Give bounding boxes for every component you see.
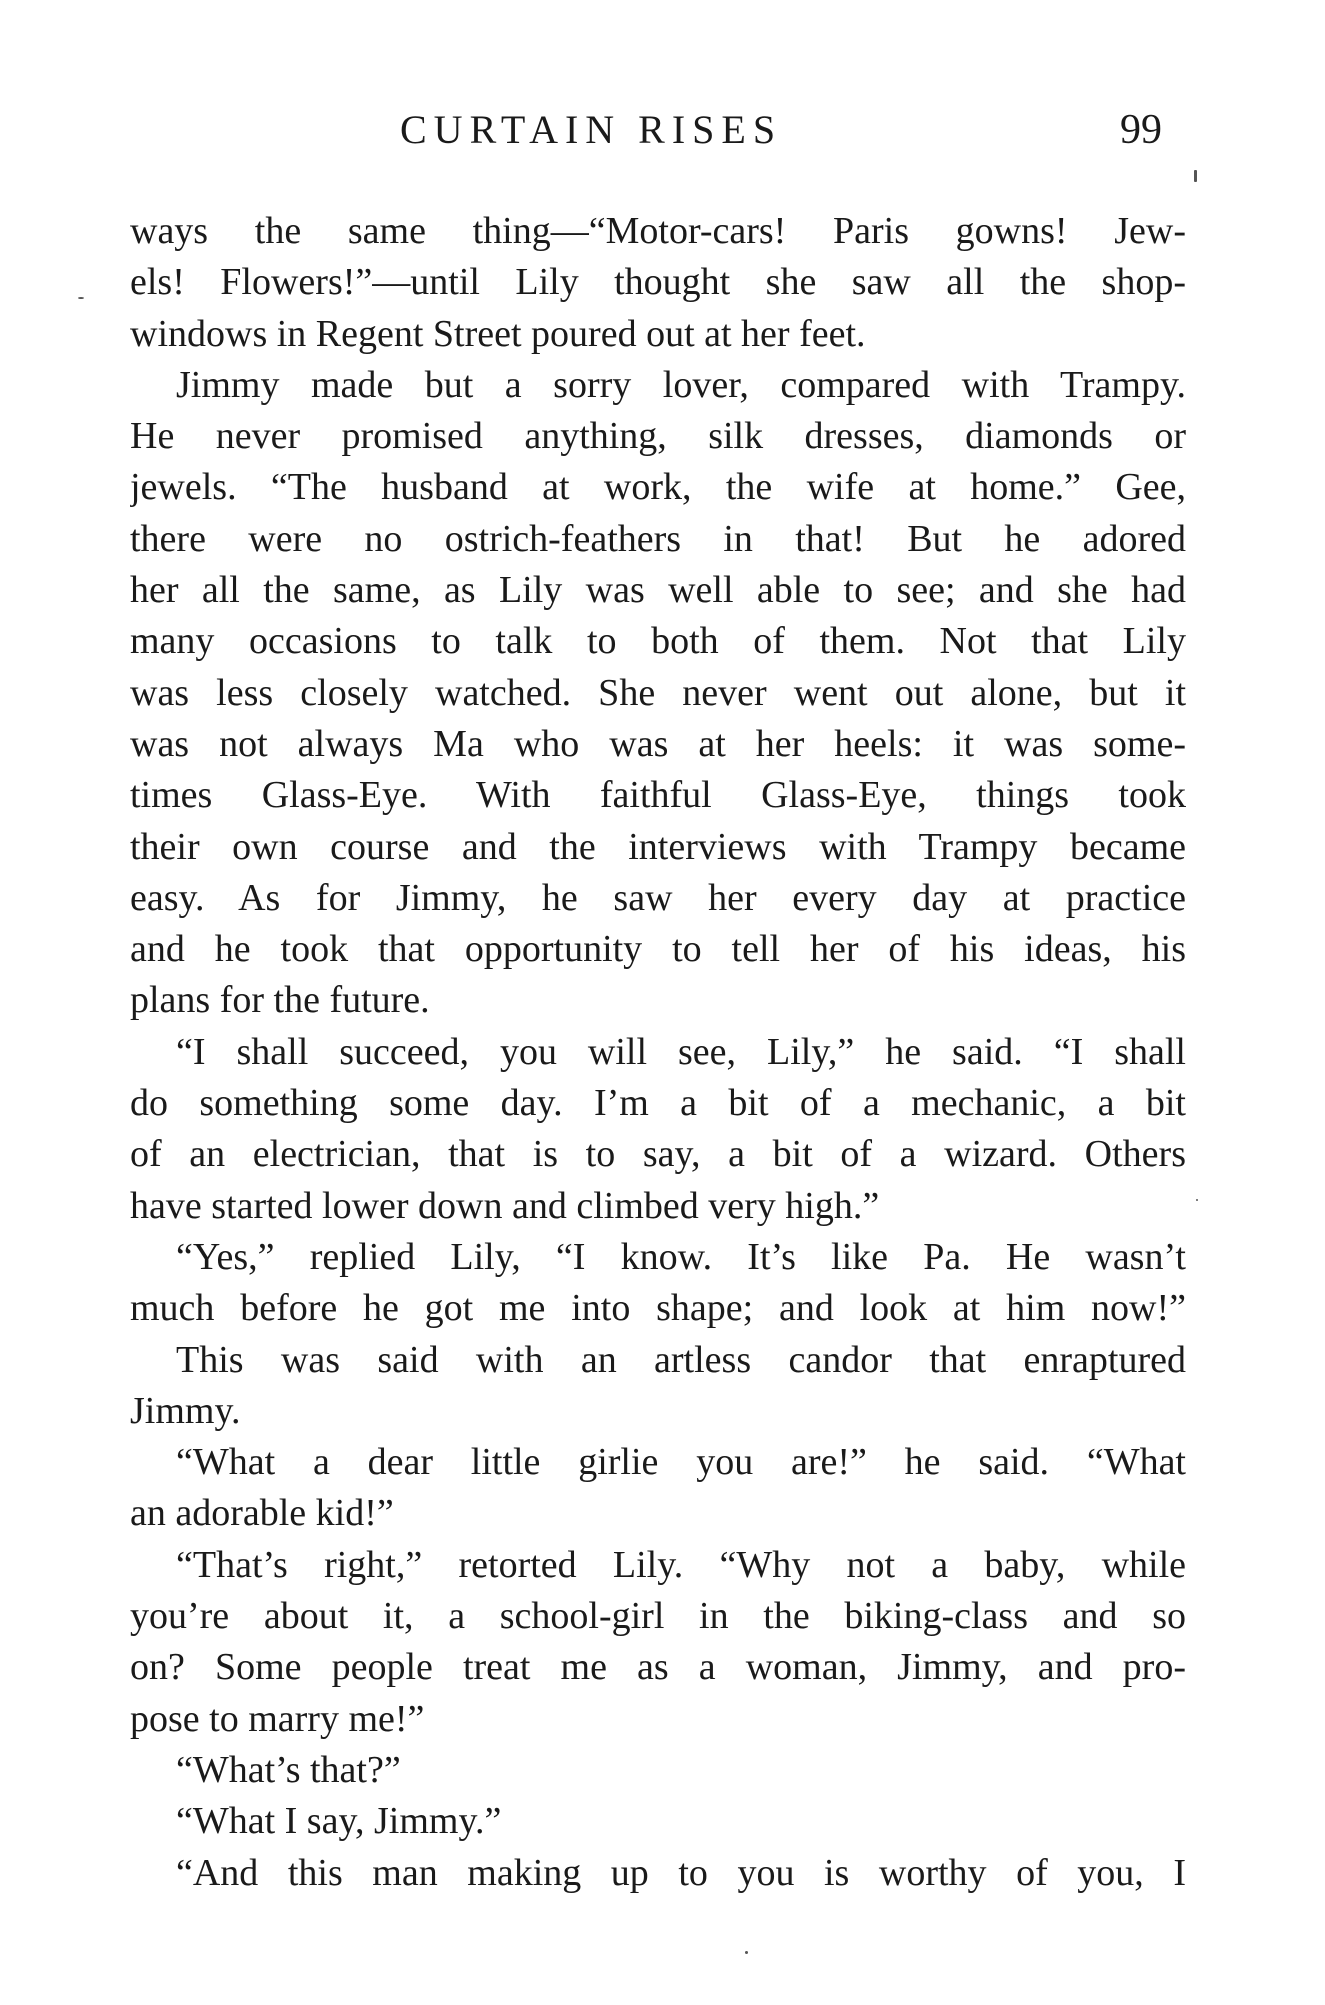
text-line: “What I say, Jimmy.”	[176, 1800, 502, 1843]
text-line: windows in Regent Street poured out at her feet.	[130, 312, 866, 355]
scan-speck	[745, 1951, 748, 1954]
text-line: Jimmy.	[130, 1389, 241, 1432]
text-line: of an electrician, that is to say, a bit of a wizard. Others	[130, 1133, 1186, 1176]
text-line: els! Flowers!”—until Lily thought she saw all the shop-	[130, 261, 1186, 304]
text-line: times Glass-Eye. With faithful Glass-Eye, things took	[130, 774, 1186, 817]
scan-speck	[1194, 170, 1197, 182]
text-line: was not always Ma who was at her heels: it was some-	[130, 722, 1186, 765]
scan-speck	[1196, 1199, 1198, 1201]
text-line: Jimmy made but a sorry lover, compared with Trampy.	[176, 363, 1186, 406]
text-line: “What a dear little girlie you are!” he said. “What	[176, 1441, 1186, 1484]
text-line: plans for the future.	[130, 979, 430, 1022]
text-line: “Yes,” replied Lily, “I know. It’s like Pa. He wasn’t	[176, 1235, 1186, 1278]
body-text	[130, 206, 1186, 1899]
text-line: easy. As for Jimmy, he saw her every day at practice	[130, 876, 1186, 919]
text-line: He never promised anything, silk dresses, diamonds or	[130, 415, 1186, 458]
page-number: 99	[1120, 107, 1162, 153]
running-head	[0, 100, 1325, 160]
text-line: ways the same thing—“Motor-cars! Paris gowns! Jew-	[130, 210, 1186, 252]
text-line: on? Some people treat me as a woman, Jimmy, and pro-	[130, 1646, 1186, 1689]
text-line: do something some day. I’m a bit of a mechanic, a bit	[130, 1082, 1186, 1125]
text-line: This was said with an artless candor that enraptured	[176, 1338, 1186, 1381]
text-line: and he took that opportunity to tell her of his ideas, his	[130, 928, 1186, 971]
text-line: many occasions to talk to both of them. Not that Lily	[130, 620, 1186, 663]
text-line: there were no ostrich-feathers in that! But he adored	[130, 517, 1186, 560]
text-line: her all the same, as Lily was well able to see; and she had	[130, 569, 1186, 612]
text-line: pose to marry me!”	[130, 1697, 425, 1740]
text-line: an adorable kid!”	[130, 1492, 394, 1535]
text-line: jewels. “The husband at work, the wife at home.” Gee,	[130, 466, 1186, 509]
text-line: their own course and the interviews with Trampy became	[130, 825, 1186, 868]
text-line: was less closely watched. She never went out alone, but it	[130, 671, 1186, 714]
text-line: “I shall succeed, you will see, Lily,” he said. “I shall	[176, 1030, 1186, 1073]
text-line: “What’s that?”	[176, 1748, 401, 1791]
scan-speck	[78, 297, 84, 299]
text-line: “That’s right,” retorted Lily. “Why not a baby, while	[176, 1543, 1186, 1586]
text-line: have started lower down and climbed very high.”	[130, 1184, 880, 1227]
text-line: “And this man making up to you is worthy of you, I	[176, 1851, 1186, 1894]
text-line: much before he got me into shape; and look at him now!”	[130, 1287, 1186, 1330]
text-line: you’re about it, a school-girl in the biking-class and so	[130, 1595, 1186, 1638]
running-title: CURTAIN RISES	[400, 107, 783, 152]
